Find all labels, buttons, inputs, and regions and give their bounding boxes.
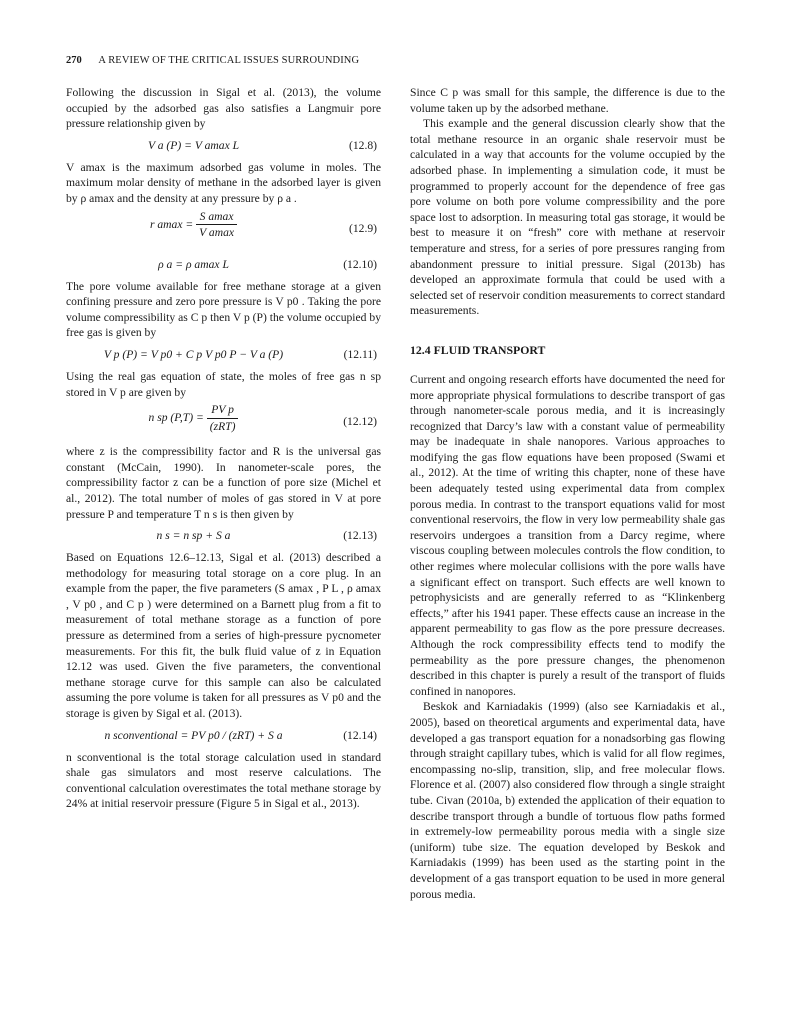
equation-12-14 bbox=[66, 722, 381, 750]
fraction-denominator: (zRT) bbox=[209, 419, 236, 433]
paragraph: Current and ongoing research efforts have documented the need for more appropriate physical formulations to describe transport of gas through nanometer-scale porous media, and it is increasingly recognized that Darcy’s law with a constant value of permeability may be inadequate in shale nanopores. Various approaches to modifying the gas flow equations have been proposed (Swami et al., 2012). At the time of writing this chapter, none of these have been adequately tested using experimental data from complex porous media. In contrast to the transport equations valid for most conventional reservoirs, the flow in very low permeability shale gas reservoirs undergoes a transition from a Darcy regime, where viscous coupling between molecules controls the flow condition, to other regimes where molecular collisions with the pore walls have a significant effect on transport. Such effects are well known to petrophysicists and are generally referred to as “Klinkenberg effects,” after his 1941 paper. These effects cause an increase in the apparent permeability to gas flow as the pore pressure decreases. Although the rock compressibility effects tend to modify the permeability as the pore pressure changes, the phenomenon described in this chapter is purely a result of the transport of fluids confined in nanopores. bbox=[410, 372, 725, 698]
equation-number: (12.14) bbox=[343, 728, 377, 742]
equation-12-10 bbox=[66, 251, 381, 279]
equation-formula: V a (P) = V amax L bbox=[147, 138, 240, 152]
equation-12-9 bbox=[66, 207, 381, 251]
left-column bbox=[66, 85, 381, 812]
running-title: A REVIEW OF THE CRITICAL ISSUES SURROUNDING bbox=[98, 55, 360, 66]
paragraph: The pore volume available for free methane storage at a given confining pressure and zero pore pressure is V p0 . Taking the pore volume compressibility as C p then V p (P) the volume occupied by free gas is given by bbox=[66, 279, 381, 340]
paragraph: Based on Equations 12.6–12.13, Sigal et al. (2013) described a methodology for measuring total storage on a core plug. In an example from the paper, the five parameters (S amax , P L , ρ amax , V p0 , and C p ) were determined on a Barnett plug from a fit to measurement of total methane storage as a function of pore pressure as determined from a series of high-pressure pycnometer measurements. For this fit, the bulk fluid value of z in Equation 12.12 was used. Given the five parameters, the conventional methane storage curve for this sample can also be calculated assuming the pore volume is taken for all pressures as V p0 and the storage is given by Sigal et al. (2013). bbox=[66, 551, 381, 721]
page-header bbox=[66, 55, 359, 66]
equation-formula: n sconventional = PV p0 / (zRT) + S a bbox=[104, 728, 283, 742]
paragraph: Beskok and Karniadakis (1999) (also see Karniadakis et al., 2005), based on theoretical arguments and experimental data, have developed a gas transport equation for a nonadsorbing gas flowing through straight capillary tubes, which is valid for all flow regimes, encompassing no-slip, transition, slip, and free molecular flows. Florence et al. (2007) also considered flow through a single straight tube. Civan (2010a, b) extended the application of their equation to describe transport through a bundle of tortuous flow paths formed in extremely-low permeability porous media with a single size (uniform) tube size. The equation developed by Beskok and Karniadakis (1999) has been used as the starting point in the development of a gas transport equation to be used in more general porous media. bbox=[410, 700, 725, 901]
equation-number: (12.9) bbox=[348, 221, 377, 235]
equation-lhs: n sp (P,T) = bbox=[148, 410, 204, 424]
paragraph: Since C p was small for this sample, the difference is due to the volume taken up by the adsorbed methane. bbox=[410, 86, 725, 115]
fraction-numerator: S amax bbox=[196, 209, 237, 226]
fraction bbox=[207, 402, 239, 434]
paragraph: where z is the compressibility factor and R is the universal gas constant (McCain, 1990). In nanometer-scale pores, the compressibility factor z can be a function of pore size (Michel et al., 2012). The total number of moles of gas stored in V at pore pressure P and temperature T n s is then given by bbox=[66, 445, 381, 521]
section-heading: 12.4 FLUID TRANSPORT bbox=[410, 342, 546, 357]
equation-number: (12.10) bbox=[343, 257, 377, 271]
paragraph: n sconventional is the total storage calculation used in standard shale gas simulators and most reserve calculations. The conventional calculation overestimates the total methane storage by 24% at initial reservoir pressure (Figure 5 in Sigal et al., 2013). bbox=[66, 750, 381, 811]
equation-number: (12.12) bbox=[343, 415, 377, 429]
paragraph: V amax is the maximum adsorbed gas volume in moles. The maximum molar density of methane in the adsorbed layer is given by ρ amax and the density at any pressure by ρ a . bbox=[66, 160, 381, 205]
equation-number: (12.11) bbox=[343, 347, 377, 361]
equation-number: (12.13) bbox=[343, 529, 377, 543]
equation-formula: n s = n sp + S a bbox=[156, 529, 231, 543]
fraction-numerator: PV p bbox=[207, 402, 239, 419]
equation-12-12 bbox=[66, 400, 381, 444]
fraction bbox=[196, 209, 237, 241]
equation-12-8 bbox=[66, 132, 381, 160]
equation-formula: V p (P) = V p0 + C p V p0 P − V a (P) bbox=[103, 347, 284, 361]
paragraph: This example and the general discussion clearly show that the total methane resource in an organic shale reservoir must be calculated in a way that accounts for the volume occupied by the adsorbed phase. In implementing a simulation code, it must be programmed to properly account for the dependence of free gas pore volume on both pore volume compressibility and the pore space lost to adsorption. In measuring total gas storage, it would be best to measure it on “fresh” core with methane at reservoir temperature and stress, for a series of pore pressures ranging from abandonment pressure to initial pressure. Sigal (2013b) has developed an approximate formula that could be used with a selected set of reservoir condition measurements to correct standard measurements. bbox=[410, 117, 725, 318]
equation-12-11 bbox=[66, 341, 381, 369]
paragraph: Following the discussion in Sigal et al. (2013), the volume occupied by the adsorbed gas also satisfies a Langmuir pore pressure relationship given by bbox=[66, 86, 381, 131]
fraction-denominator: V amax bbox=[199, 226, 235, 240]
equation-12-13 bbox=[66, 522, 381, 550]
equation-number: (12.8) bbox=[348, 138, 377, 152]
right-column bbox=[410, 85, 725, 902]
paragraph: Using the real gas equation of state, the moles of free gas n sp stored in V p are given by bbox=[66, 369, 381, 399]
equation-formula: ρ a = ρ amax L bbox=[158, 257, 229, 271]
page-number: 270 bbox=[66, 55, 82, 66]
equation-lhs: r amax = bbox=[149, 217, 194, 231]
